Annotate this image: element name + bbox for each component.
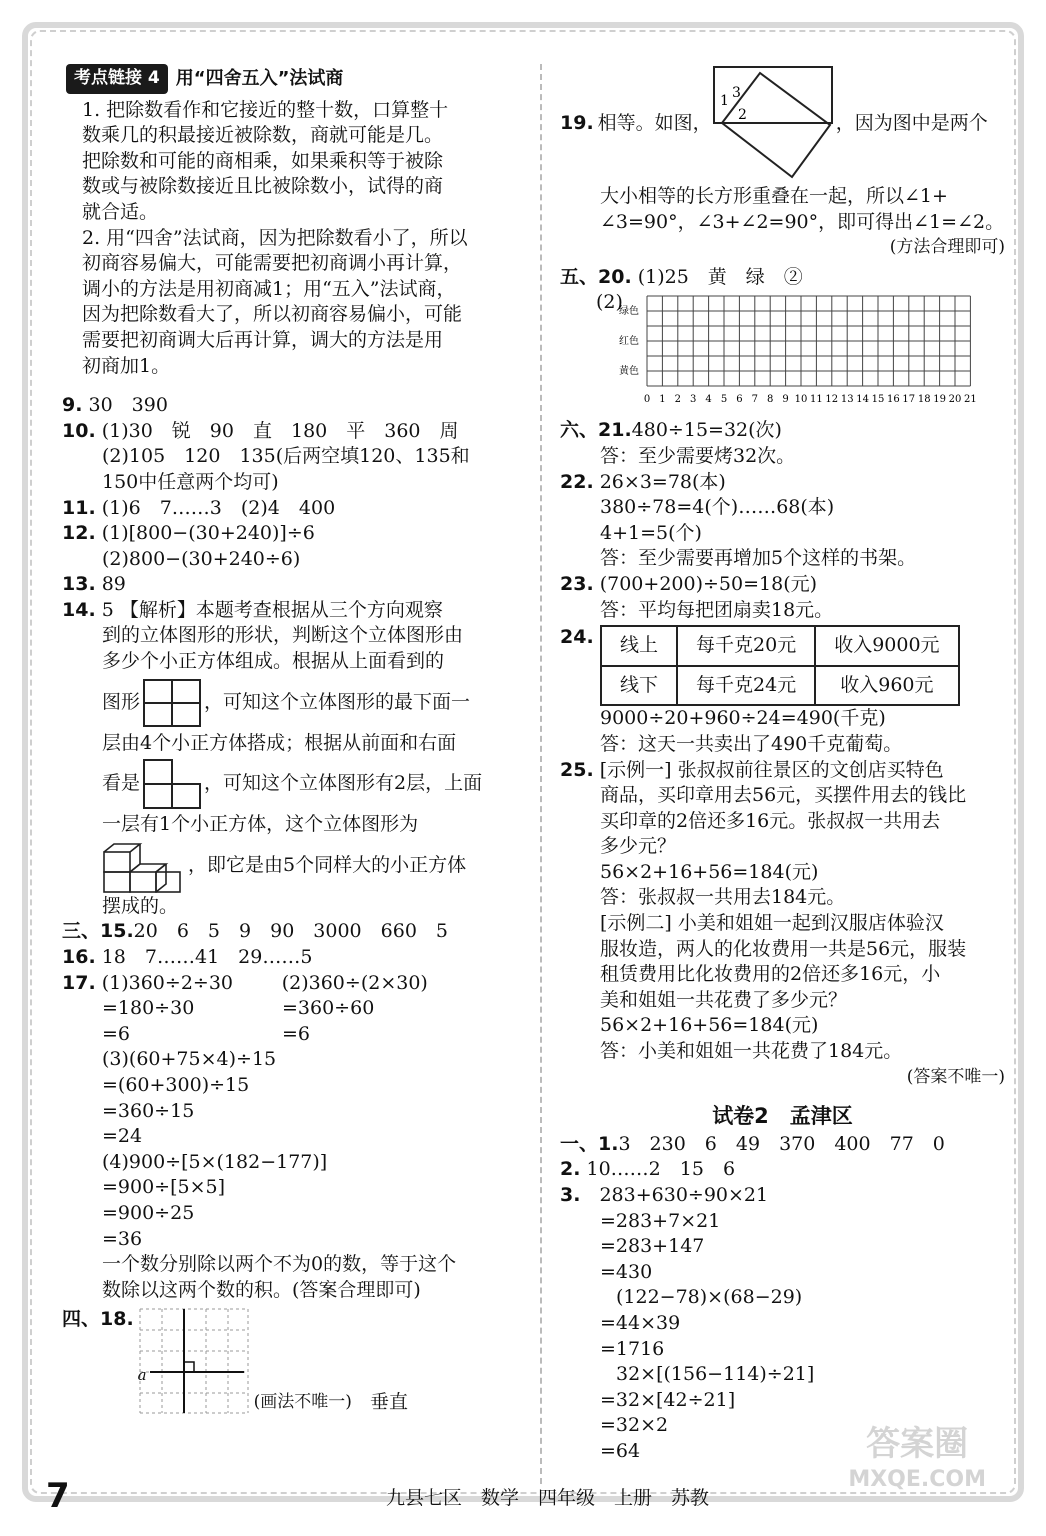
axis-tick-label: 1 — [659, 394, 666, 406]
answer-s1 — [560, 1132, 1005, 1158]
q-text: ，因为图中是两个 — [835, 112, 988, 135]
answer-20 — [560, 265, 1005, 291]
answer-14-line — [62, 838, 522, 894]
q18-note: (画法不唯一) — [253, 1391, 352, 1412]
q-num: 23. — [560, 572, 594, 595]
section-title: 试卷2 孟津区 — [712, 1104, 853, 1129]
q-text: ，可知这个立体图形有2层，上面 — [204, 772, 483, 795]
q-num: 22. — [560, 470, 594, 493]
answer-10-line3: 150中任意两个均可) — [102, 470, 279, 493]
table-row — [601, 626, 959, 666]
footer-text: 九县七区 数学 四年级 上册 苏教 — [386, 1487, 710, 1509]
answer-17-line: =900÷[5×5] — [102, 1176, 226, 1199]
axis-tick-label: 20 — [948, 394, 962, 406]
answer-20-chart — [560, 290, 1005, 418]
page-number: 7 — [46, 1476, 70, 1516]
axis-tick-label: 15 — [871, 394, 885, 406]
answer-12 — [62, 521, 522, 547]
answer-16 — [62, 945, 522, 971]
q-text: ，即它是由5个同样大的小正方体 — [188, 854, 467, 877]
answer-14-line — [62, 675, 522, 731]
tip-line: 把除数和可能的商相乘，如果乘积等于被除 — [82, 149, 444, 172]
q-text: =180÷30 — [102, 997, 195, 1020]
answer-17-line: (3)(60+75×4)÷15 — [102, 1048, 277, 1071]
q-text: =6 — [282, 1022, 311, 1045]
answer-17-line: 数除以这两个数的积。(答案合理即可) — [102, 1278, 421, 1301]
q-text: 3 230 6 49 370 400 77 0 — [618, 1132, 945, 1155]
answer-25-note: (答案不唯一) — [906, 1066, 1005, 1087]
axis-tick-label: 21 — [963, 394, 977, 406]
answer-14-line: 摆成的。 — [102, 894, 179, 917]
answer-24-line: 9000÷20+960÷24=490(千克) — [600, 707, 886, 730]
q-text: (1)6 7……3 (2)4 400 — [101, 496, 336, 519]
answer-10-line2: (2)105 120 135(后两空填120、135和 — [102, 445, 470, 468]
answer-14-line: 到的立体图形的形状，判断这个立体图形由 — [102, 624, 464, 647]
q-text: 26×3=78(本) — [599, 470, 726, 493]
axis-tick-label: 0 — [643, 394, 651, 406]
tip-badge: 考点链接 4 — [66, 64, 168, 94]
q-text: 89 — [101, 573, 126, 596]
tip-line: 数或与被除数接近且比被除数小，试得的商 — [82, 175, 444, 198]
q-text: [示例一] 张叔叔前往景区的文创店买特色 — [599, 758, 944, 781]
tip-line: 因为把除数看大了，所以初商容易偏小，可能 — [82, 303, 463, 326]
axis-tick-label: 17 — [902, 394, 916, 406]
q-text: 10……2 15 6 — [586, 1158, 736, 1181]
tip-header — [66, 64, 522, 94]
answer-25-line: 多少元？ — [600, 835, 677, 858]
answer-23 — [560, 572, 1005, 598]
axis-tick-label: 14 — [856, 394, 869, 406]
answer-19-line: 大小相等的长方形重叠在一起，所以∠1+ — [600, 185, 948, 207]
answer-s3-line: =32×2 — [600, 1414, 669, 1437]
answer-s3-line: =283+147 — [600, 1235, 705, 1258]
tip-line: 调小的方法是用初商减1；用“五入”法试商， — [82, 277, 456, 300]
answer-25-line: 服妆造，两人的化妆费用一共是56元，服装 — [600, 937, 967, 960]
answer-25 — [560, 758, 1005, 784]
q-num: 2. — [560, 1158, 581, 1181]
answer-25-line: 答：小美和姐姐一共花费了184元。 — [600, 1040, 903, 1063]
answer-17-line: =36 — [102, 1227, 143, 1250]
q-num: 25. — [560, 758, 594, 781]
answer-25-line: [示例二] 小美和姐姐一起到汉服店体验汉 — [600, 912, 944, 935]
q-num: 9. — [62, 394, 83, 417]
answer-17-line — [62, 1022, 522, 1048]
answer-s3-line: =430 — [600, 1260, 653, 1283]
sales-table — [600, 625, 960, 706]
answer-25-line: 买印章的2倍还多16元。张叔叔一共用去 — [600, 809, 941, 832]
q-text: 图形 — [102, 690, 141, 713]
watermark-logo: 答案圈 — [866, 1424, 969, 1464]
left-column — [62, 64, 522, 1415]
row-label-green: 绿色 — [618, 306, 639, 318]
table-row — [601, 666, 959, 706]
answer-18 — [62, 1307, 522, 1415]
q-text: 看是 — [102, 772, 141, 795]
line-a-label: a — [137, 1366, 147, 1385]
q-text: =360÷60 — [282, 997, 375, 1020]
q-num: 11. — [62, 496, 96, 519]
q-text: =6 — [102, 1022, 131, 1045]
answer-14-line: 一层有1个小正方体，这个立体图形为 — [102, 813, 419, 836]
q-num: 13. — [62, 573, 96, 596]
table-cell: 线上 — [601, 626, 677, 666]
table-cell: 每千克24元 — [677, 666, 815, 706]
table-cell: 每千克20元 — [677, 626, 815, 666]
axis-tick-label: 4 — [705, 394, 712, 406]
watermark — [848, 1426, 986, 1498]
q-text: 18 7……41 29……5 — [101, 946, 313, 969]
answer-14-line — [62, 756, 522, 812]
tip-line: 初商加1。 — [82, 354, 171, 377]
axis-tick-label: 7 — [751, 394, 758, 406]
column-divider — [540, 64, 542, 1484]
answer-22-line: 答：至少需要再增加5个这样的书架。 — [600, 547, 917, 570]
q-text: (700+200)÷50=18(元) — [599, 572, 818, 595]
q-num: 一、1. — [560, 1132, 619, 1155]
answer-s2 — [560, 1157, 1005, 1183]
answer-17-line: 一个数分别除以两个不为0的数，等于这个 — [102, 1253, 457, 1276]
axis-tick-label: 13 — [840, 394, 854, 406]
answer-10 — [62, 419, 522, 445]
top-view-figure — [142, 678, 202, 728]
answer-21 — [560, 418, 1005, 444]
q-text: (1)360÷2÷30 — [101, 971, 234, 994]
tip-line: 初商容易偏大，可能需要把初商调小再计算， — [82, 252, 463, 275]
q-num: 17. — [62, 971, 96, 994]
angle-3-label: 3 — [731, 85, 741, 101]
answer-14-line: 多少个小正方体组成。根据从上面看到的 — [102, 650, 445, 673]
axis-tick-label: 16 — [886, 394, 900, 406]
tip-line: 就合适。 — [82, 200, 159, 223]
axis-tick-label: 18 — [917, 394, 931, 406]
answer-25-line: 商品，买印章用去56元，买摆件用去的钱比 — [600, 784, 967, 807]
axis-tick-label: 8 — [766, 394, 774, 406]
answer-11 — [62, 496, 522, 522]
watermark-url: MXQE.COM — [848, 1467, 986, 1492]
q-num: 3. — [560, 1184, 581, 1206]
answer-25-line: 56×2+16+56=184(元) — [600, 860, 819, 883]
q-num: 16. — [62, 946, 96, 969]
answer-22 — [560, 470, 1005, 496]
axis-tick-label: 10 — [794, 394, 808, 406]
table-cell: 收入960元 — [815, 666, 958, 706]
q-text: 30 390 — [88, 394, 168, 417]
answer-s3-line: =64 — [600, 1439, 641, 1462]
answer-22-line: 380÷78=4(个)……68(本) — [600, 496, 835, 519]
answer-17-line: =360÷15 — [102, 1099, 195, 1122]
overlapping-rectangles-figure — [712, 65, 836, 183]
right-column — [560, 64, 1005, 1465]
q-text: 480÷15=32(次) — [631, 419, 782, 442]
axis-tick-label: 19 — [933, 394, 946, 406]
answer-9 — [62, 393, 522, 419]
q-text: (1)30 锐 90 直 180 平 360 周 — [101, 419, 459, 442]
tip-body — [62, 98, 522, 380]
answer-s3-line: =283+7×21 — [600, 1209, 721, 1232]
answer-25-line: 美和姐姐一共花费了多少元？ — [600, 988, 848, 1011]
q-num: 10. — [62, 419, 96, 442]
answer-24-line: 答：这天一共卖出了490千克葡萄。 — [600, 732, 903, 755]
q-num: 24. — [560, 626, 594, 649]
answer-17-line: =24 — [102, 1125, 143, 1148]
angle-2-label: 2 — [737, 107, 747, 123]
answer-s3-line: =44×39 — [600, 1311, 681, 1334]
q18-answer: 垂直 — [369, 1390, 408, 1413]
answer-s3-line: (122−78)×(68−29) — [616, 1286, 803, 1309]
table-cell: 线下 — [601, 666, 677, 706]
answer-s3-line: =1716 — [600, 1337, 665, 1360]
answer-17-line — [62, 996, 522, 1022]
answer-19-note: (方法合理即可) — [889, 237, 1005, 258]
q-text: 5 【解析】本题考查根据从三个方向观察 — [101, 598, 443, 621]
tip-box — [62, 64, 522, 379]
row-label-red: 红色 — [618, 336, 639, 348]
answer-17-line: =(60+300)÷15 — [102, 1074, 250, 1096]
answer-17 — [62, 971, 522, 997]
tip-line: 2. 用“四舍”法试商，因为把除数看小了，所以 — [82, 226, 468, 249]
answer-21-line: 答：至少需要烤32次。 — [600, 444, 796, 467]
answer-s3-line: =32×[42÷21] — [600, 1388, 736, 1411]
answer-19-line: ∠3=90°，∠3+∠2=90°，即可得出∠1=∠2。 — [600, 210, 1005, 233]
answer-22-line: 4+1=5(个) — [600, 521, 702, 544]
q-num: 19. — [560, 112, 594, 135]
answer-23-line: 答：平均每把团扇卖18元。 — [600, 598, 834, 621]
q-num: 三、15. — [62, 920, 134, 943]
tip-title: 用“四舍五入”法试商 — [175, 68, 344, 89]
axis-tick-label: 5 — [720, 394, 728, 406]
q-text: ，可知这个立体图形的最下面一 — [204, 690, 471, 713]
answer-s3-line: 32×[(156−114)÷21] — [616, 1363, 815, 1386]
axis-tick-label: 3 — [689, 394, 697, 406]
row-label-yellow: 黄色 — [618, 366, 639, 378]
tip-line: 需要把初商调大后再计算，调大的方法是用 — [82, 328, 444, 351]
perpendicular-grid-figure — [138, 1307, 250, 1415]
axis-tick-label: 11 — [809, 394, 823, 406]
front-view-figure — [142, 758, 202, 810]
q-text: (2)360÷(2×30) — [281, 971, 428, 994]
axis-tick-label: 6 — [736, 394, 743, 406]
bar-grid-chart — [617, 290, 987, 418]
tip-line: 数乘几的积最接近被除数，商就可能是几。 — [82, 124, 444, 147]
q-num: 六、21. — [560, 419, 632, 442]
answer-s3 — [560, 1183, 1005, 1209]
q-text: 相等。如图， — [597, 112, 712, 135]
answer-25-line: 答：张叔叔一共用去184元。 — [600, 886, 846, 909]
answer-14 — [62, 598, 522, 624]
answer-17-line: (4)900÷[5×(182−177)] — [102, 1150, 328, 1173]
q-text: (2) — [596, 291, 623, 314]
table-cell: 收入9000元 — [815, 626, 958, 666]
answer-13 — [62, 572, 522, 598]
q-text: (1)25 黄 绿 ② — [637, 265, 803, 288]
answer-14-line: 层由4个小正方体搭成；根据从前面和右面 — [102, 731, 457, 754]
answer-17-line: =900÷25 — [102, 1201, 195, 1224]
q-num: 12. — [62, 522, 96, 545]
q-text: (1)[800−(30+240)]÷6 — [101, 522, 315, 545]
answer-19 — [560, 64, 1005, 184]
answer-25-line: 56×2+16+56=184(元) — [600, 1014, 819, 1037]
q-num: 四、18. — [62, 1308, 134, 1331]
q-num: 五、20. — [560, 265, 632, 288]
q-text: 283+630÷90×21 — [599, 1184, 769, 1206]
answer-24 — [560, 625, 1005, 706]
axis-tick-label: 12 — [825, 394, 839, 406]
q-num: 14. — [62, 598, 96, 621]
angle-1-label: 1 — [719, 93, 729, 109]
axis-tick-label: 9 — [782, 394, 789, 406]
answer-15 — [62, 919, 522, 945]
answer-12-line2: (2)800−(30+240÷6) — [102, 547, 301, 570]
axis-tick-label: 2 — [674, 394, 681, 406]
cube-figure — [102, 838, 186, 894]
answer-25-line: 租赁费用比化妆费用的2倍还多16元，小 — [600, 963, 941, 986]
tip-line: 1. 把除数看作和它接近的整十数，口算整十 — [82, 98, 449, 121]
q-text: 20 6 5 9 90 3000 660 5 — [133, 920, 448, 943]
